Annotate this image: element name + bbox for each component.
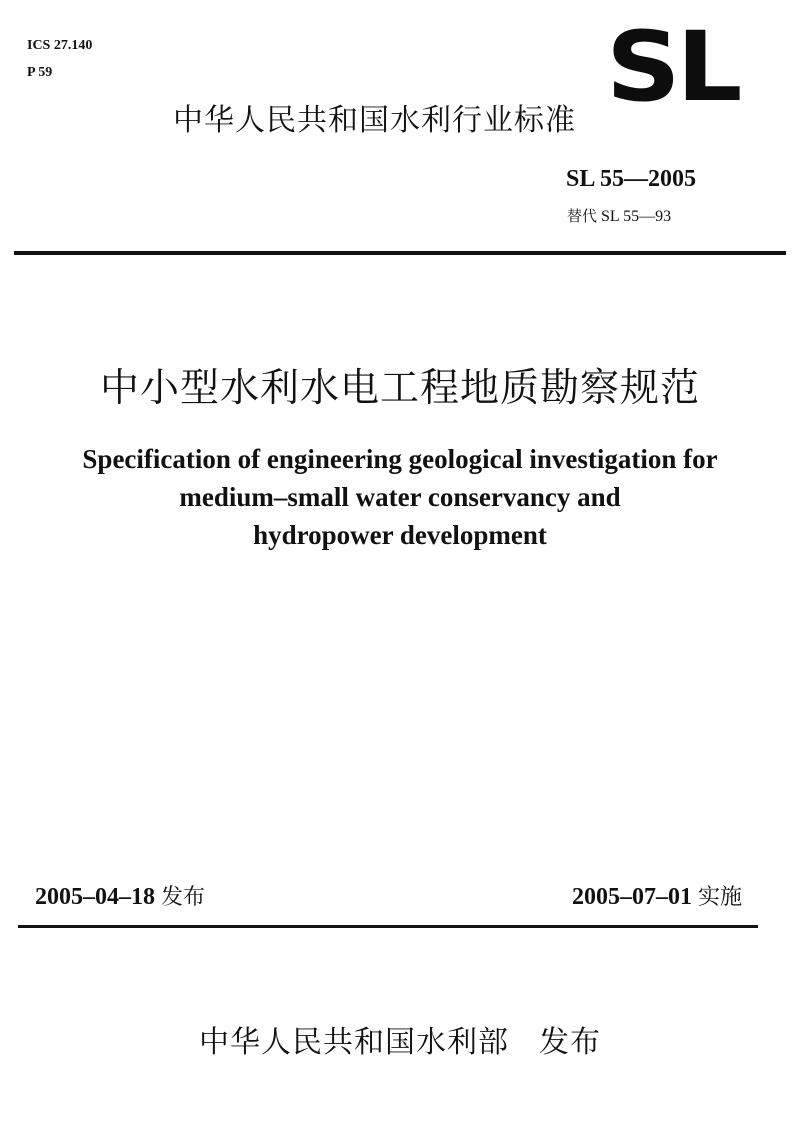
top-divider xyxy=(14,251,786,255)
issue-label: 发布 xyxy=(161,885,206,910)
ics-code: ICS 27.140 xyxy=(27,38,93,53)
implement-date: 2005–07–01 xyxy=(571,884,692,910)
standard-code: SL 55—2005 xyxy=(566,166,697,192)
sl-logo: SL xyxy=(606,11,739,123)
replaces-code: SL 55—93 xyxy=(601,208,672,225)
title-english xyxy=(0,440,800,554)
publisher-line xyxy=(0,1024,800,1062)
replaces-line xyxy=(567,206,671,227)
title-english-line: Specification of engineering geological investigation for xyxy=(82,444,718,474)
title-chinese: 中小型水利水电工程地质勘察规范 xyxy=(99,366,700,411)
title-english-line: medium–small water conservancy and xyxy=(179,482,621,512)
title-english-line: hydropower development xyxy=(253,520,547,550)
publisher-name: 中华人民共和国水利部 xyxy=(199,1025,509,1060)
bottom-divider xyxy=(18,925,758,928)
implement-label: 实施 xyxy=(697,885,742,910)
standard-category: 中华人民共和国水利行业标准 xyxy=(173,103,576,138)
implement-date-line xyxy=(572,882,742,913)
p-code: P 59 xyxy=(27,65,53,80)
publish-label: 发布 xyxy=(539,1025,601,1060)
issue-date-line xyxy=(35,882,205,913)
issue-date: 2005–04–18 xyxy=(35,884,155,910)
replaces-label: 替代 xyxy=(567,207,598,225)
